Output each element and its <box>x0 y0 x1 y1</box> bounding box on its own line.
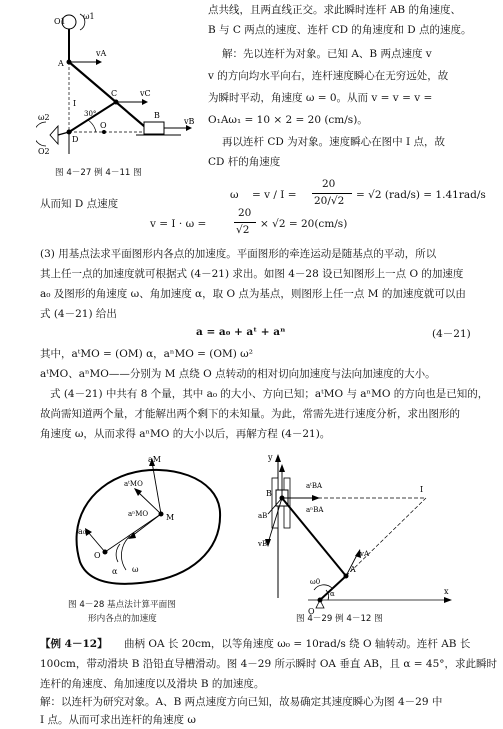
eq-cd-den: 20/√2 <box>314 195 345 207</box>
fig428-caption-2: 形内各点的加速度 <box>88 614 157 624</box>
fig427-label-o1: O1 <box>54 17 66 26</box>
fig428-label-am: aM <box>148 455 161 464</box>
where-line1: 其中，aᵗMO = (OM) α，aⁿMO = (OM) ω² <box>40 348 253 360</box>
top-text-line3: 解：先以连杆为对象。已知 A、B 两点速度 v <box>222 48 432 60</box>
fig428-label-omega: ω <box>132 565 139 574</box>
eq-cd-mid: = v / I = <box>252 189 297 201</box>
fig427-label-vc: vC <box>140 89 151 98</box>
d-speed-den: √2 <box>236 224 250 236</box>
example-line5: I 点。从而可求出连杆的角速度 ω <box>40 714 196 726</box>
example-tag: 【例 4－12】 <box>40 638 108 650</box>
fig429-caption: 图 4－29 例 4－12 图 <box>296 614 383 624</box>
para3-line1: (3) 用基点法求平面图形内各点的加速度。平面图形的牵连运动是随基点的平动，所以 <box>40 248 437 260</box>
fig427-label-c: C <box>111 89 118 98</box>
fig427-label-w1: ω1 <box>83 12 95 21</box>
fig429-label-w0: ω0 <box>310 578 321 586</box>
example-line1: 曲柄 OA 长 20cm，以等角速度 ω₀ = 10rad/s 绕 O 轴转动。连杆 AB 长 <box>124 638 471 650</box>
top-text-line7: 再以连杆 CD 为对象。速度瞬心在图中 I 点，故 <box>222 136 445 148</box>
figure-4-27 <box>36 4 211 164</box>
top-text-line8: CD 杆的角速度 <box>208 156 281 168</box>
para3-line2: 其上任一点的加速度就可根据式 (4－21) 求出。如图 4－28 设已知图形上一点 O 的加速度 <box>40 268 464 280</box>
d-speed-tail: × √2 = 20(cm/s) <box>260 218 348 230</box>
fig428-label-alpha: α <box>112 567 118 576</box>
fig429-label-b: B <box>266 489 272 498</box>
where-line4: 故尚需知道两个量，才能解出两个剩下的未知量。为此，常需先进行速度分析，求出图形的 <box>40 408 460 420</box>
para3-line4: 式 (4－21) 给出 <box>40 308 117 320</box>
fig429-label-a: A <box>350 565 356 574</box>
fig427-label-o: O <box>100 121 107 130</box>
eq-cd-left: ω <box>230 189 239 201</box>
top-text-line6: O₁Aω₁ = 10 × 2 = 20 (cm/s)。 <box>208 114 368 126</box>
top-text-line4: v 的方向均水平向右，连杆速度瞬心在无穷远处，故 <box>208 70 449 82</box>
top-text-line1: 点共线，且两直线正交。求此瞬时连杆 AB 的角速度、 <box>208 4 461 16</box>
where-line3: 式 (4－21) 中共有 8 个量，其中 a₀ 的大小、方向已知；aᵗMO 与 aⁿMO 的方向也是已知的， <box>50 388 489 400</box>
fig429-label-x: x <box>444 587 449 596</box>
fig428-label-a0: a₀ <box>78 527 86 536</box>
fig429-label-alpha: α <box>330 590 335 598</box>
fig428-caption-1: 图 4－28 基点法计算平面图 <box>68 600 176 610</box>
fig427-caption: 图 4－27 例 4－11 图 <box>55 168 142 178</box>
eq-4-21-number: (4－21) <box>432 328 471 340</box>
fig428-label-an: aⁿMO <box>128 510 149 518</box>
fig429-label-o: O <box>308 607 315 616</box>
fig427-label-vb: vB <box>184 117 195 126</box>
fig427-label-w2: ω2 <box>38 113 50 122</box>
para3-line3: a₀ 及图形的角速度 ω、角加速度 α，取 O 点为基点，则图形上任一点 M 的加速度就可以由 <box>40 288 466 300</box>
eq-cd-num: 20 <box>322 178 336 190</box>
fig429-label-vb: vB <box>258 540 268 548</box>
fig429-label-y: y <box>268 453 273 462</box>
figure-4-28 <box>68 452 228 592</box>
fig428-label-at: aᵗMO <box>124 480 143 488</box>
example-line3: 连杆的角速度、角加速度以及滑块 B 的加速度。 <box>40 678 265 690</box>
fig427-label-o2: O2 <box>38 147 50 156</box>
fig427-label-d: D <box>72 135 79 144</box>
fig429-label-at: aᵗBA <box>306 482 323 490</box>
fig428-label-m: M <box>166 513 175 522</box>
fig427-label-i: I <box>73 99 77 108</box>
fig429-label-an: aⁿBA <box>306 506 324 514</box>
d-speed-num: 20 <box>238 207 252 219</box>
fig429-label-i: I <box>420 485 424 494</box>
fig429-label-ab: aB <box>258 512 268 520</box>
fig427-label-b: B <box>154 111 160 120</box>
top-text-line2: B 与 C 两点的速度、连杆 CD 的角速度和 D 点的速度。 <box>208 24 472 36</box>
where-line2: aᵗMO、aⁿMO——分别为 M 点绕 O 点转动的相对切向加速度与法向加速度的大小。 <box>40 368 436 380</box>
eq-cd-right: = √2 (rad/s) = 1.41rad/s <box>356 189 486 201</box>
fig427-label-a: A <box>58 59 64 68</box>
top-text-line5: 为瞬时平动，角速度 ω = 0。从而 v = v = v = <box>208 92 433 104</box>
figure-4-29 <box>258 448 458 618</box>
eq-4-21: a = a₀ + aᵗ + aⁿ <box>196 326 286 338</box>
fig427-label-angle: 30° <box>84 110 97 118</box>
where-line5: 角速度 ω，从而求得 aⁿMO 的大小以后，再解方程 (4－21)。 <box>40 428 331 440</box>
example-line2: 100cm，带动滑块 B 沿铅直导槽滑动。图 4－29 所示瞬时 OA 垂直 AB，且 α = 45°，求此瞬时 <box>40 658 497 670</box>
d-speed-intro: 从而知 D 点速度 <box>40 198 119 210</box>
fig427-label-va: vA <box>96 49 107 58</box>
fig429-label-va: vA <box>360 550 370 558</box>
fig428-label-o: O <box>94 551 101 560</box>
d-speed-eq-left: v = I · ω = <box>150 218 207 230</box>
example-line4: 解：以连杆为研究对象。A、B 两点速度方向已知，故易确定其速度瞬心为图 4－29 中 <box>40 696 443 708</box>
